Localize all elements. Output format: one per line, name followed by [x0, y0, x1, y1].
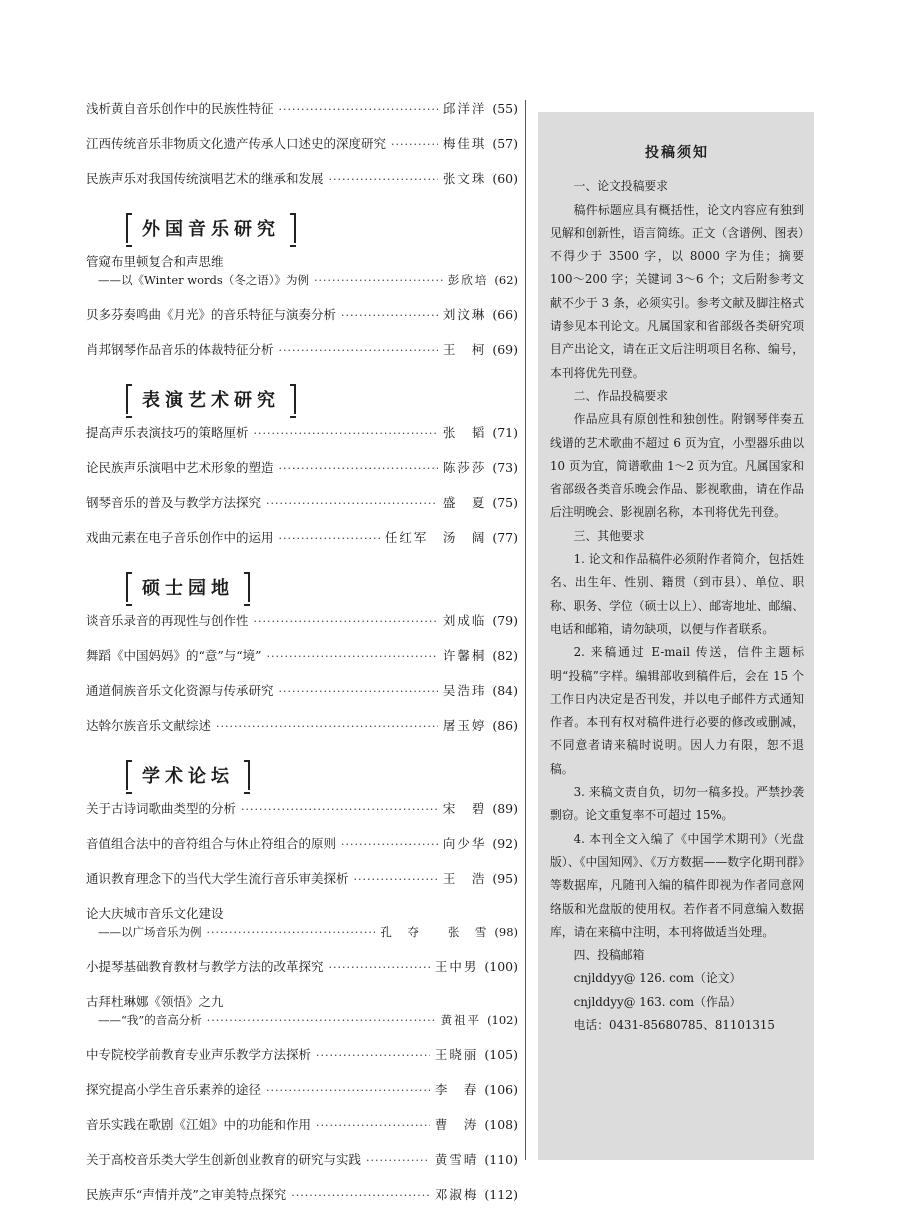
dot-leader: [207, 1012, 436, 1030]
toc-entry-author: 孔 夺 张 雪: [380, 925, 489, 939]
toc-entry-author: 黄祖平: [440, 1013, 482, 1027]
dot-leader: [266, 1082, 430, 1100]
toc-entry[interactable]: [86, 835, 518, 854]
toc-entry[interactable]: [86, 170, 518, 189]
toc-entry-page: (84): [492, 683, 518, 698]
toc-entry[interactable]: [86, 306, 518, 325]
toc-entry-author: 向少华: [442, 836, 487, 851]
notice-item-2: 2. 来稿通过 E-mail 传送，信件主题标明“投稿”字样。编辑部收到稿件后，会在 15 个工作日内决定是否刊发，并以电子邮件方式通知作者。本刊有权对稿件进行必要的修改或删减，不同意者请来稿时说明。因人力有限，恕不退稿。: [550, 645, 804, 776]
toc-entry-title: 探究提高小学生音乐素养的途径: [86, 1082, 262, 1097]
dot-leader: [267, 648, 438, 666]
toc-entry-page: (82): [492, 648, 518, 663]
toc-entry[interactable]: [86, 905, 518, 942]
toc-entry-author: 王中男: [434, 959, 479, 974]
dot-leader: [341, 307, 438, 325]
dot-leader: [316, 1047, 430, 1065]
notice-section-4-heading: 四、投稿邮箱: [573, 948, 645, 963]
toc-entry-page: (112): [484, 1187, 518, 1202]
toc-entry-subtitle: ——以《Winter words（冬之语）》为例: [98, 273, 310, 287]
toc-entry-page: (86): [492, 718, 518, 733]
toc-entry[interactable]: [86, 459, 518, 478]
toc-entry[interactable]: [86, 800, 518, 819]
notice-section-2-heading: 二、作品投稿要求: [573, 388, 668, 403]
dot-leader: [279, 101, 438, 119]
toc-entry-author: 盛 夏: [442, 495, 487, 510]
column-divider: [525, 100, 526, 1160]
toc-entry-author: 许馨桐: [442, 648, 487, 663]
toc-entry-title: 民族声乐对我国传统演唱艺术的继承和发展: [86, 171, 324, 186]
toc-entry-page: (92): [492, 836, 518, 851]
toc-entry-title: 关于高校音乐类大学生创新创业教育的研究与实践: [86, 1152, 362, 1167]
toc-entry-page: (105): [484, 1047, 518, 1062]
toc-entry-author: 屠玉婷: [442, 718, 487, 733]
dot-leader: [254, 613, 438, 631]
toc-entry-title: 贝多芬奏鸣曲《月光》的音乐特征与演奏分析: [86, 307, 337, 322]
toc-entry-subtitle: ——以广场音乐为例: [98, 925, 202, 939]
toc-entry-title: 钢琴音乐的普及与教学方法探究: [86, 495, 262, 510]
toc-entry-author: 刘成临: [442, 613, 487, 628]
toc-entry-title: 达斡尔族音乐文献综述: [86, 718, 212, 733]
section-heading: 硕士园地: [126, 572, 250, 602]
notice-section-1-body: 稿件标题应具有概括性，论文内容应有独到见解和创新性，语言简练。正文（含谱例、图表）不得少于 3500 字，以 8000 字为佳；摘要 100～200 字；关键词 3～6 个；文后附参考文献不少于 3 条，必须实引。参考文献及脚注格式请参见本刊论文。凡属国家和省部级各类研究项目产出论文，请在正文后注明项目名称、编号，本刊将优先刊登。: [550, 202, 804, 380]
toc-entry-title: 管窥布里顿复合和声思维: [86, 254, 224, 269]
toc-entry[interactable]: [86, 870, 518, 889]
dot-leader: [241, 801, 438, 819]
dot-leader: [291, 1187, 430, 1205]
toc-entry-author: 李 春: [434, 1082, 479, 1097]
table-of-contents: [86, 100, 518, 1221]
dot-leader: [279, 460, 438, 478]
toc-entry-title: 浅析黄自音乐创作中的民族性特征: [86, 101, 274, 116]
dot-leader: [354, 871, 438, 889]
toc-entry-author: 王 柯: [442, 342, 487, 357]
toc-entry-title: 小提琴基础教育教材与教学方法的改革探究: [86, 959, 324, 974]
toc-entry-page: (95): [492, 871, 518, 886]
dot-leader: [391, 136, 438, 154]
notice-section-2-body: 作品应具有原创性和独创性。附钢琴伴奏五线谱的艺术歌曲不超过 6 页为宜，小型器乐曲以 10 页为宜，简谱歌曲 1～2 页为宜。凡属国家和省部级各类音乐晚会作品、影视歌曲，请在作品后注明晚会、影视剧名称，本刊将优先刊登。: [550, 412, 804, 520]
toc-entry[interactable]: [86, 717, 518, 736]
dot-leader: [329, 959, 430, 977]
submission-notice-box: [538, 112, 814, 1160]
toc-entry-title: 音值组合法中的音符组合与休止符组合的原则: [86, 836, 337, 851]
toc-entry-author: 吴浩玮: [442, 683, 487, 698]
toc-entry-author: 刘汶琳: [442, 307, 487, 322]
toc-entry-author: 彭欣培: [447, 273, 489, 287]
toc-entry-page: (66): [492, 307, 518, 322]
toc-entry[interactable]: [86, 1186, 518, 1205]
toc-entry-author: 张文珠: [442, 171, 487, 186]
toc-entry-author: 张 韬: [442, 425, 487, 440]
toc-entry-author: 黄雪晴: [434, 1152, 479, 1167]
toc-entry[interactable]: [86, 993, 518, 1030]
toc-entry-title: 民族声乐“声情并茂”之审美特点探究: [86, 1187, 287, 1202]
section-heading: 学术论坛: [126, 760, 250, 790]
toc-entry-title: 关于古诗词歌曲类型的分析: [86, 801, 237, 816]
toc-entry-author: 梅佳琪: [442, 136, 487, 151]
toc-entry-title: 通识教育理念下的当代大学生流行音乐审美探析: [86, 871, 349, 886]
toc-entry-title: 谈音乐录音的再现性与创作性: [86, 613, 249, 628]
toc-entry-author: 王晓丽: [434, 1047, 479, 1062]
toc-entry-subtitle: ——“我”的音高分析: [98, 1013, 202, 1027]
toc-entry-author: 任红军 汤 阔: [384, 530, 487, 545]
toc-entry-page: (79): [492, 613, 518, 628]
toc-entry-title: 提高声乐表演技巧的策略厘析: [86, 425, 249, 440]
toc-entry[interactable]: [86, 341, 518, 360]
phone-number: 电话：0431-85680785、81101315: [573, 1017, 775, 1032]
toc-entry[interactable]: [86, 1046, 518, 1065]
notice-item-3: 3. 来稿文责自负，切勿一稿多投。严禁抄袭剽窃。论文重复率不可超过 15%。: [550, 785, 804, 823]
toc-entry-page: (89): [492, 801, 518, 816]
toc-entry-page: (106): [484, 1082, 518, 1097]
toc-entry-page: (77): [492, 530, 518, 545]
toc-entry[interactable]: [86, 1151, 518, 1170]
email-articles: cnjlddyy@ 126. com（论文）: [573, 971, 742, 986]
dot-leader: [366, 1152, 430, 1170]
dot-leader: [254, 425, 438, 443]
toc-entry-title: 通道侗族音乐文化资源与传承研究: [86, 683, 274, 698]
dot-leader: [279, 530, 380, 548]
notice-title: 投稿须知: [645, 145, 709, 161]
section-heading: 表演艺术研究: [126, 384, 296, 414]
toc-entry-page: (60): [492, 171, 518, 186]
section-heading: 外国音乐研究: [126, 213, 296, 243]
toc-entry-author: 邱洋洋: [442, 101, 487, 116]
toc-entry-author: 宋 碧: [442, 801, 487, 816]
toc-entry-page: (55): [492, 101, 518, 116]
toc-entry-page: (57): [492, 136, 518, 151]
toc-entry[interactable]: [86, 958, 518, 977]
toc-entry-author: 陈莎莎: [442, 460, 487, 475]
notice-item-1: 1. 论文和作品稿件必须附作者简介，包括姓名、出生年、性别、籍贯（到市县）、单位、职称、职务、学位（硕士以上）、邮寄地址、邮编、电话和邮箱，请勿缺项，以便与作者联系。: [550, 552, 804, 636]
toc-entry-page: (73): [492, 460, 518, 475]
toc-entry[interactable]: [86, 424, 518, 443]
dot-leader: [329, 171, 438, 189]
toc-entry[interactable]: [86, 612, 518, 631]
toc-entry[interactable]: [86, 682, 518, 701]
dot-leader: [216, 718, 438, 736]
toc-entry[interactable]: [86, 1116, 518, 1135]
dot-leader: [341, 836, 438, 854]
toc-entry-title: 古拜杜琳娜《领悟》之九: [86, 994, 224, 1009]
toc-entry-title: 论民族声乐演唱中艺术形象的塑造: [86, 460, 274, 475]
toc-entry-page: (110): [484, 1152, 518, 1167]
toc-entry-title: 论大庆城市音乐文化建设: [86, 906, 224, 921]
dot-leader: [316, 1117, 430, 1135]
toc-entry[interactable]: [86, 100, 518, 119]
toc-entry-title: 戏曲元素在电子音乐创作中的运用: [86, 530, 274, 545]
dot-leader: [279, 342, 438, 360]
toc-entry[interactable]: [86, 1081, 518, 1100]
notice-item-4: 4. 本刊全文入编了《中国学术期刊》（光盘版）、《中国知网》、《万方数据——数字化期刊群》等数据库，凡随刊入编的稿件即视为作者同意网络版和光盘版的使用权。若作者不同意编入数据库，请在来稿中注明，本刊将做适当处理。: [550, 831, 804, 939]
toc-entry[interactable]: [86, 135, 518, 154]
toc-entry-title: 中专院校学前教育专业声乐教学方法探析: [86, 1047, 312, 1062]
toc-entry[interactable]: [86, 494, 518, 513]
toc-entry-page: (102): [487, 1013, 518, 1027]
dot-leader: [266, 495, 438, 513]
notice-section-1-heading: 一、论文投稿要求: [573, 179, 668, 194]
dot-leader: [314, 272, 443, 290]
email-works: cnjlddyy@ 163. com（作品）: [573, 994, 742, 1009]
toc-entry[interactable]: [86, 529, 518, 548]
toc-entry-page: (75): [492, 495, 518, 510]
notice-section-3-heading: 三、其他要求: [573, 528, 645, 543]
toc-entry-page: (108): [484, 1117, 518, 1132]
toc-entry-page: (62): [494, 273, 518, 287]
toc-entry-title: 舞蹈《中国妈妈》的“意”与“境”: [86, 648, 262, 663]
toc-entry-page: (100): [484, 959, 518, 974]
toc-entry-author: 曹 涛: [434, 1117, 479, 1132]
dot-leader: [279, 683, 438, 701]
toc-entry-page: (98): [494, 925, 518, 939]
dot-leader: [207, 924, 376, 942]
toc-entry-author: 邓淑梅: [434, 1187, 479, 1202]
toc-entry-title: 江西传统音乐非物质文化遗产传承人口述史的深度研究: [86, 136, 387, 151]
toc-entry[interactable]: [86, 647, 518, 666]
toc-entry-page: (69): [492, 342, 518, 357]
toc-entry-page: (71): [492, 425, 518, 440]
toc-entry-title: 肖邦钢琴作品音乐的体裁特征分析: [86, 342, 274, 357]
toc-entry-title: 音乐实践在歌剧《江姐》中的功能和作用: [86, 1117, 312, 1132]
toc-entry[interactable]: [86, 253, 518, 290]
toc-entry-author: 王 浩: [442, 871, 487, 886]
